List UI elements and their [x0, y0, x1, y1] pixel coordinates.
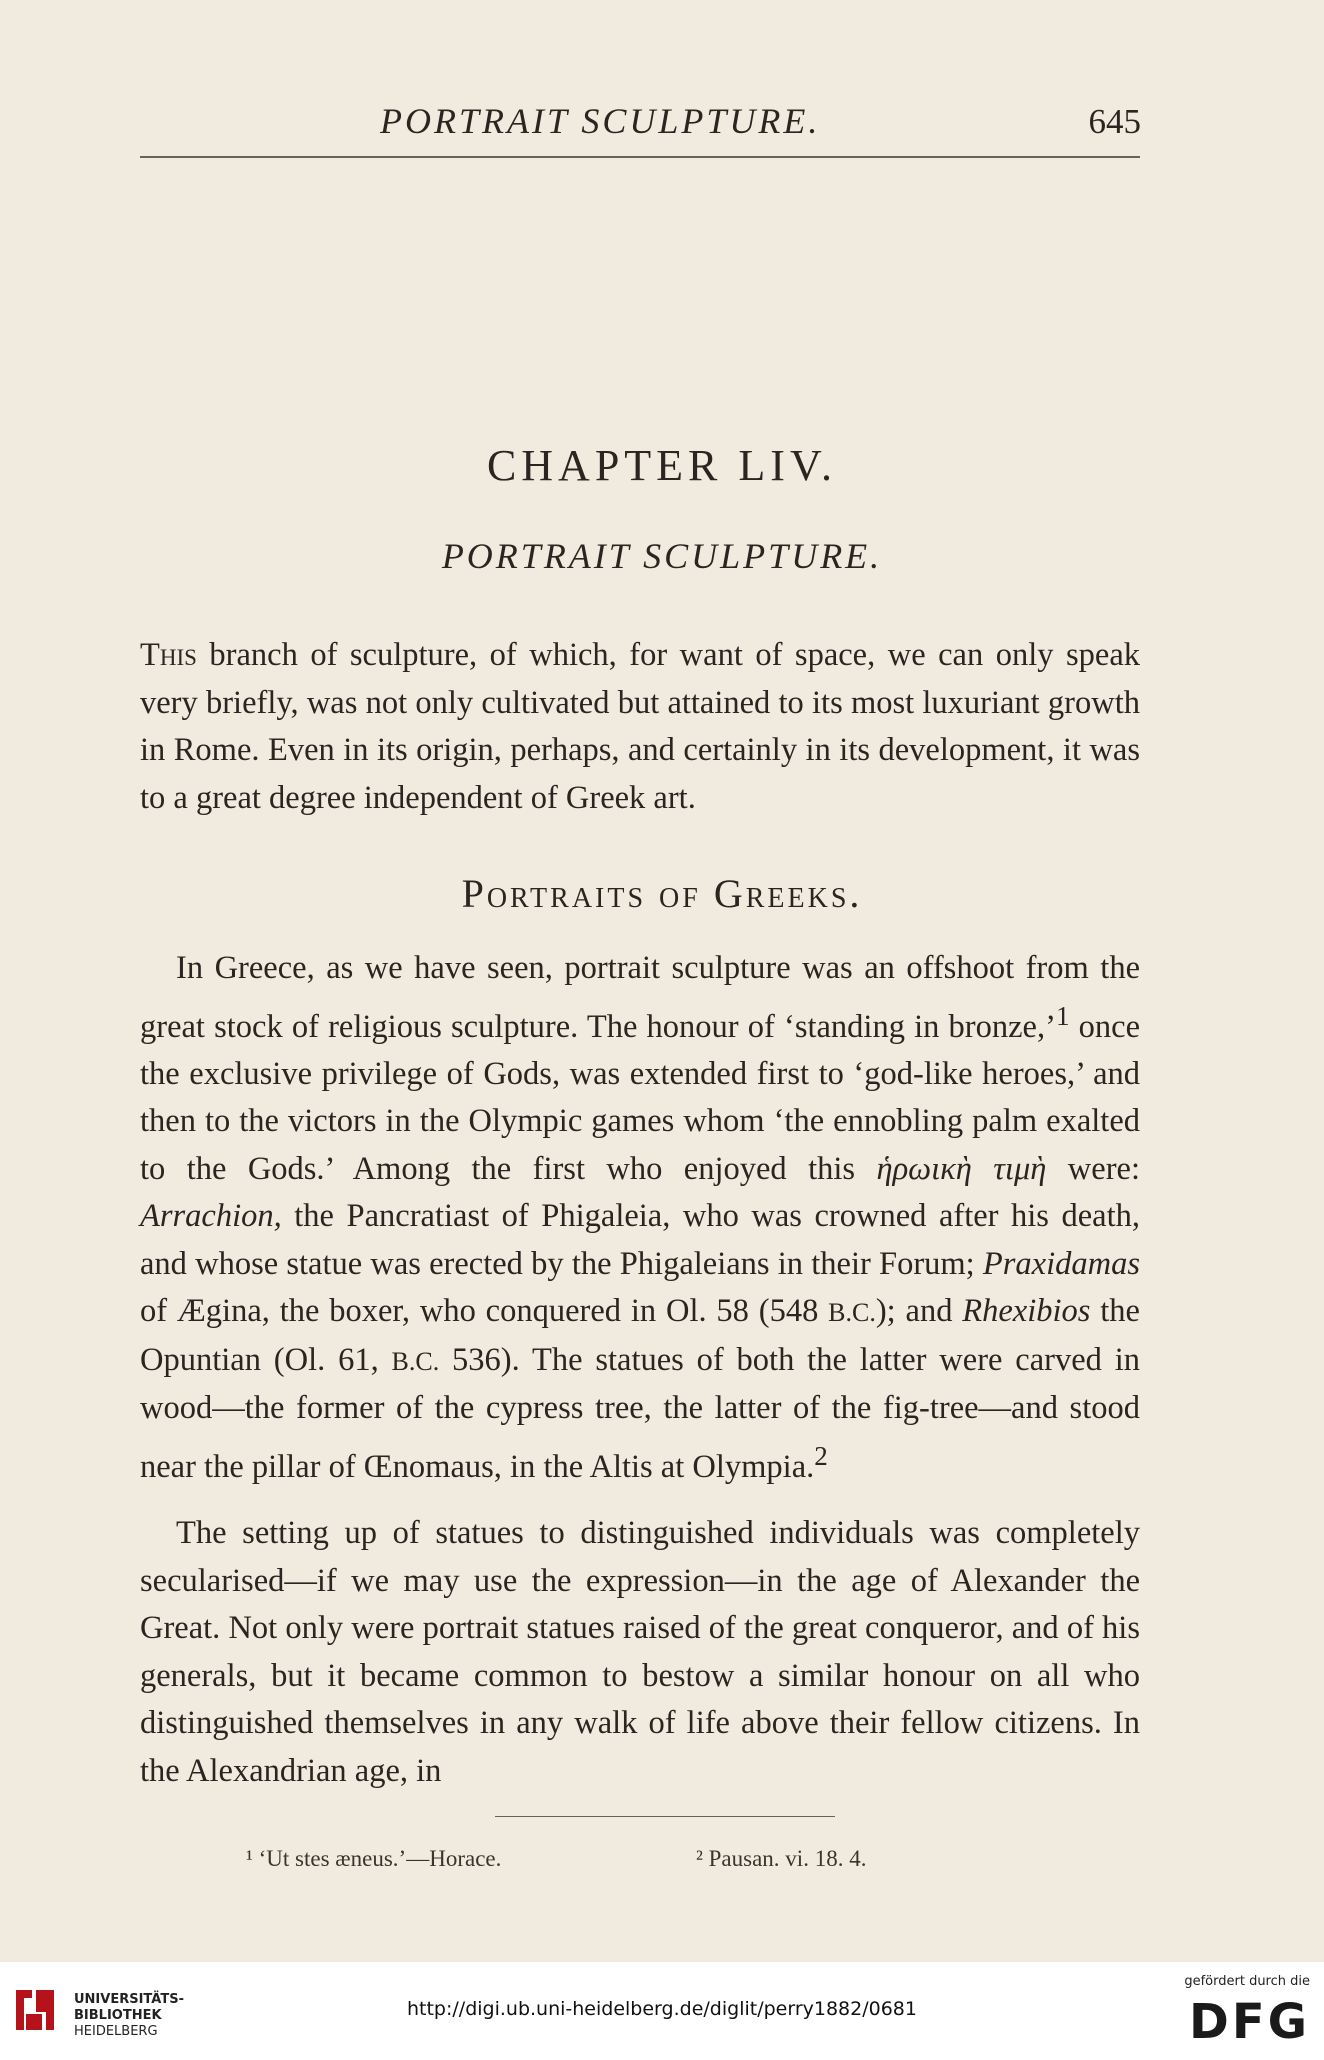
paragraph-lead-word: This — [140, 637, 197, 673]
institution-line: BIBLIOTHEK — [74, 2008, 162, 2023]
section-heading: Portraits of Greeks. — [461, 871, 863, 916]
footnote-1: ¹ ‘Ut stes æneus.’—Horace. — [246, 1846, 502, 1871]
chapter-subtitle: PORTRAIT SCULPTURE. — [441, 536, 883, 576]
dfg-logo: DFG — [1188, 1994, 1310, 2050]
footer-bar — [0, 1962, 1324, 2060]
paragraph-greece — [140, 945, 1140, 1491]
header-rule — [140, 156, 1140, 158]
institution-line: HEIDELBERG — [74, 2024, 158, 2039]
text-run: once the exclusive privilege of Gods, was extended first to ‘god-like heroes,’ and then to the victors in the Olympic games whom ‘the ennobling palm exalted to the Gods.’ Among the first who enjoyed this — [140, 1008, 1140, 1187]
running-head: PORTRAIT SCULPTURE. — [380, 101, 821, 141]
era-abbrev: B.C. — [828, 1298, 876, 1328]
footnote-2: ² Pausan. vi. 18. 4. — [696, 1846, 867, 1871]
text-run: ); and — [875, 1293, 963, 1330]
footnote-rule — [495, 1816, 835, 1817]
text-run: the Opuntian (Ol. 61, — [140, 1293, 1140, 1378]
footnote-ref-2: 2 — [814, 1440, 828, 1471]
era-abbrev: B.C. — [391, 1346, 440, 1376]
name-praxidamas: Praxidamas — [982, 1245, 1140, 1282]
footnote-ref-1: 1 — [1055, 1000, 1070, 1031]
permalink-url[interactable]: http://digi.ub.uni-heidelberg.de/diglit/perry1882/0681 — [406, 1998, 917, 2020]
page-number: 645 — [1088, 102, 1141, 141]
text-run: were: — [1046, 1150, 1140, 1187]
paragraph-intro-text: branch of sculpture, of which, for want of space, we can only speak very briefly, was not only cultivated but attained to its most luxuriant growth in Rome. Even in its origin, perhaps, and certainly in its development, it was to a great degree independent of Greek art. — [140, 637, 1140, 816]
text-run: of Ægina, the boxer, who conquered in Ol. 58 (548 — [140, 1293, 829, 1330]
name-rhexibios: Rhexibios — [962, 1293, 1091, 1330]
text-run: the Pancratiast of Phigaleia, who was crowned after his death, and whose statue was erected by the Phigaleians in their Forum; — [140, 1198, 1140, 1282]
text-run: In Greece, as we have seen, portrait sculpture was an offshoot from the great stock of religious sculpture. The honour of ‘standing in bronze,’ — [140, 950, 1140, 1045]
name-arrachion: Arrachion, — [140, 1198, 282, 1235]
text-run: 536). The statues of both the latter were carved in wood—the former of the cypress tree, the latter of the fig-tree—and stood near the pillar of Œnomaus, in the Altis at Olympia. — [140, 1341, 1140, 1485]
paragraph-intro — [140, 632, 1140, 822]
text-run: The setting up of statues to distinguished individuals was completely secularised—if we may use the expression—in the age of Alexander the Great. Not only were portrait statues raised of the great conqueror, and of his generals, but it became common to bestow a similar honour on all who distinguished themselves in any walk of life above their fellow citizens. In the Alexandrian age, in — [140, 1515, 1140, 1789]
paragraph-secularised — [140, 1510, 1140, 1795]
funded-by-label: gefördert durch die — [1184, 1974, 1310, 1989]
institution-line: UNIVERSITÄTS- — [74, 1992, 184, 2007]
greek-phrase: ἡρωικὴ τιμὴ — [876, 1150, 1047, 1187]
chapter-title: CHAPTER LIV. — [486, 441, 838, 490]
